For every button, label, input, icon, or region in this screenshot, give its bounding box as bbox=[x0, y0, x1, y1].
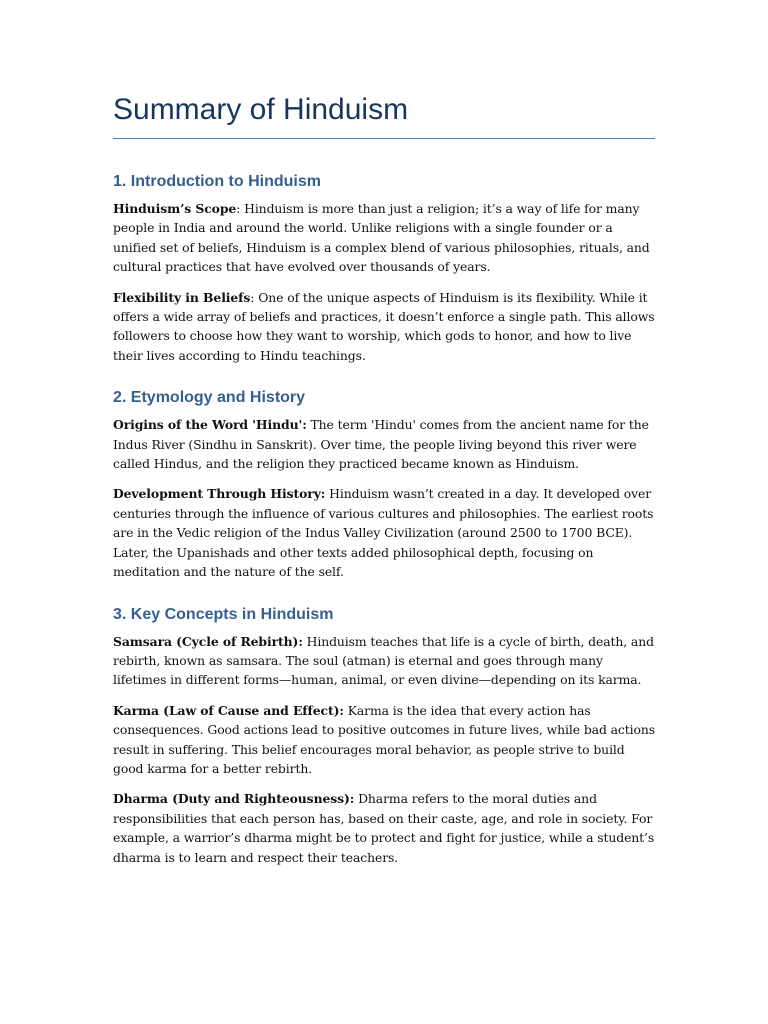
paragraph-term: Origins of the Word 'Hindu': bbox=[113, 417, 307, 433]
document-title: Summary of Hinduism bbox=[113, 92, 655, 139]
document-page bbox=[113, 92, 655, 878]
section-key-concepts bbox=[113, 604, 655, 867]
paragraph-text: : Hinduism is more than just a religion; it’s a way of life for many people in India and around the world. Unlike religions with a single founder or a unified set of beliefs, Hinduism is a complex blend of various philosophies, rituals, and cultural practices that have evolved over thousands of years. bbox=[113, 201, 650, 275]
paragraph-hinduism-scope bbox=[113, 199, 655, 277]
section-heading: 2. Etymology and History bbox=[113, 389, 306, 407]
paragraph-text: Hinduism wasn’t created in a day. It developed over centuries through the influence of various cultures and philosophies. The earliest roots are in the Vedic religion of the Indus Valley Civilization (around 2500 to 1700 BCE). Later, the Upanishads and other texts added philosophical depth, focusing on meditation and the nature of the self. bbox=[113, 486, 654, 580]
section-heading: 3. Key Concepts in Hinduism bbox=[113, 605, 334, 623]
paragraph-text: : One of the unique aspects of Hinduism is its flexibility. While it offers a wide array of beliefs and practices, it doesn’t enforce a single path. This allows followers to choose how they want to worship, which gods to honor, and how to live their lives according to Hindu teachings. bbox=[113, 289, 655, 363]
paragraph-flexibility bbox=[113, 288, 655, 366]
paragraph-term: Flexibility in Beliefs bbox=[113, 289, 251, 305]
paragraph-term: Dharma (Duty and Righteousness): bbox=[113, 791, 355, 807]
section-heading: 1. Introduction to Hinduism bbox=[113, 173, 321, 190]
paragraph-dharma bbox=[113, 789, 655, 867]
paragraph-text: Hinduism teaches that life is a cycle of birth, death, and rebirth, known as samsara. The soul (atman) is eternal and goes through many lifetimes in different forms—human, animal, or even divine—depending on its karma. bbox=[113, 633, 654, 688]
paragraph-development bbox=[113, 484, 655, 581]
section-etymology bbox=[113, 387, 655, 581]
paragraph-term: Karma (Law of Cause and Effect): bbox=[113, 702, 344, 718]
paragraph-text: Karma is the idea that every action has consequences. Good actions lead to positive outcomes in future lives, while bad actions result in suffering. This belief encourages moral behavior, as people strive to build good karma for a better rebirth. bbox=[113, 702, 655, 776]
paragraph-text: Dharma refers to the moral duties and responsibilities that each person has, based on their caste, age, and role in society. For example, a warrior’s dharma might be to protect and fight for justice, while a student’s dharma is to learn and respect their teachers. bbox=[113, 791, 655, 865]
paragraph-term: Samsara (Cycle of Rebirth): bbox=[113, 633, 303, 649]
paragraph-origins bbox=[113, 415, 655, 473]
paragraph-samsara bbox=[113, 632, 655, 690]
paragraph-term: Development Through History: bbox=[113, 486, 326, 502]
paragraph-term: Hinduism’s Scope bbox=[113, 201, 237, 216]
section-introduction bbox=[113, 171, 655, 365]
paragraph-karma bbox=[113, 701, 655, 779]
paragraph-text: The term 'Hindu' comes from the ancient name for the Indus River (Sindhu in Sanskrit). Over time, the people living beyond this river were called Hindus, and the religion they practiced became known as Hinduism. bbox=[113, 417, 649, 472]
